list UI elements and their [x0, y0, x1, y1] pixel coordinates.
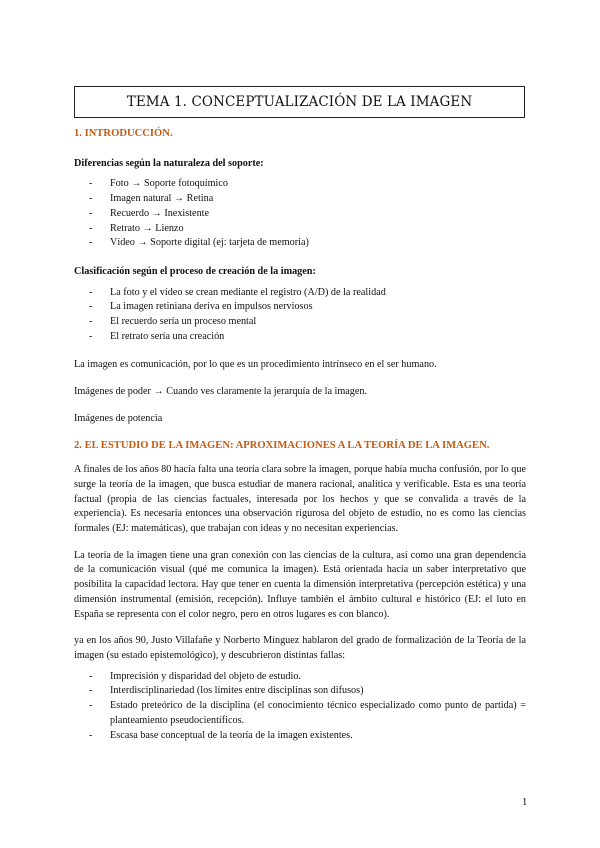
list-item: - El retrato sería una creación	[74, 330, 526, 345]
list-item: - Imprecisión y disparidad del objeto de estudio.	[74, 670, 526, 685]
paragraph-ciencias-cultura: La teoría de la imagen tiene una gran conexión con las ciencias de la cultura, así como una gran dependencia de la comunicación visual (qué me comunica la imagen). Está orientada hacia un saber interpretativo que posibilita la capacidad lectora. Hay que tener en cuenta la dimensión interpretativa (percepción estética) y una dimensión instrumental (emisión, recepción). Influye también el ámbito cultural e histórico (EJ: el luto en España se representa con el color negro, pero en otros lugares es con blanco).	[74, 549, 526, 620]
list-soporte	[74, 177, 526, 251]
section-heading-estudio: 2. EL ESTUDIO DE LA IMAGEN: APROXIMACIONES A LA TEORÍA DE LA IMAGEN.	[74, 439, 490, 451]
paragraph-imagenes-potencia: Imágenes de potencia	[74, 412, 163, 424]
paragraph-comunicacion: La imagen es comunicación, por lo que es un procedimiento intrínseco en el ser humano.	[74, 359, 437, 371]
list-item: - Vídeo → Soporte digital (ej: tarjeta de memoria)	[74, 236, 526, 251]
document-body	[74, 127, 526, 743]
list-fallas	[74, 670, 526, 744]
list-item: - La foto y el vídeo se crean mediante el registro (A/D) de la realidad	[74, 286, 526, 301]
list-proceso	[74, 286, 526, 345]
subheading-proceso: Clasificación según el proceso de creación de la imagen:	[74, 265, 316, 277]
list-item: - Retrato → Lienzo	[74, 222, 526, 237]
paragraph-imagenes-poder: Imágenes de poder → Cuando ves claramente la jerarquía de la imagen.	[74, 386, 368, 398]
list-item: - La imagen retiniana deriva en impulsos nerviosos	[74, 300, 526, 315]
list-item: - Interdisciplinariedad (los límites entre disciplinas son difusos)	[74, 684, 526, 699]
page-number: 1	[522, 797, 528, 808]
list-item: - Imagen natural → Retina	[74, 192, 526, 207]
list-item: - Foto → Soporte fotoquímico	[74, 177, 526, 192]
list-item: - Escasa base conceptual de la teoría de la imagen existentes.	[74, 729, 526, 744]
section-heading-introduccion: 1. INTRODUCCIÓN.	[74, 128, 173, 139]
paragraph-teoria-factual: A finales de los años 80 hacía falta una teoría clara sobre la imagen, porque había mucha confusión, por lo que surge la teoría de la imagen, que busca estudiar de manera racional, analítica y verificable. Esta es una teoría factual (propia de las ciencias factuales, interesada por los hechos y que se convalida a través de la experiencia). Es necesaria entonces una observación rigurosa del objeto de estudio, no es como las ciencias formales (EJ: matemáticas), que trabajan con ideas y no necesitan experiencias.	[74, 464, 526, 535]
list-item: - El recuerdo sería un proceso mental	[74, 315, 526, 330]
page-title: TEMA 1. CONCEPTUALIZACIÓN DE LA IMAGEN	[74, 86, 525, 118]
subheading-soporte: Diferencias según la naturaleza del soporte:	[74, 157, 264, 169]
list-item: - Estado preteórico de la disciplina (el conocimiento técnico especializado como punto de partida) = planteamiento pseudocientíficos.	[74, 699, 526, 728]
list-item: - Recuerdo → Inexistente	[74, 207, 526, 222]
paragraph-formalizacion: ya en los años 90, Justo Villafañe y Norberto Mínguez hablaron del grado de formalización de la Teoría de la imagen (su estado epistemológico), y descubrieron distintas fallas:	[74, 635, 526, 661]
